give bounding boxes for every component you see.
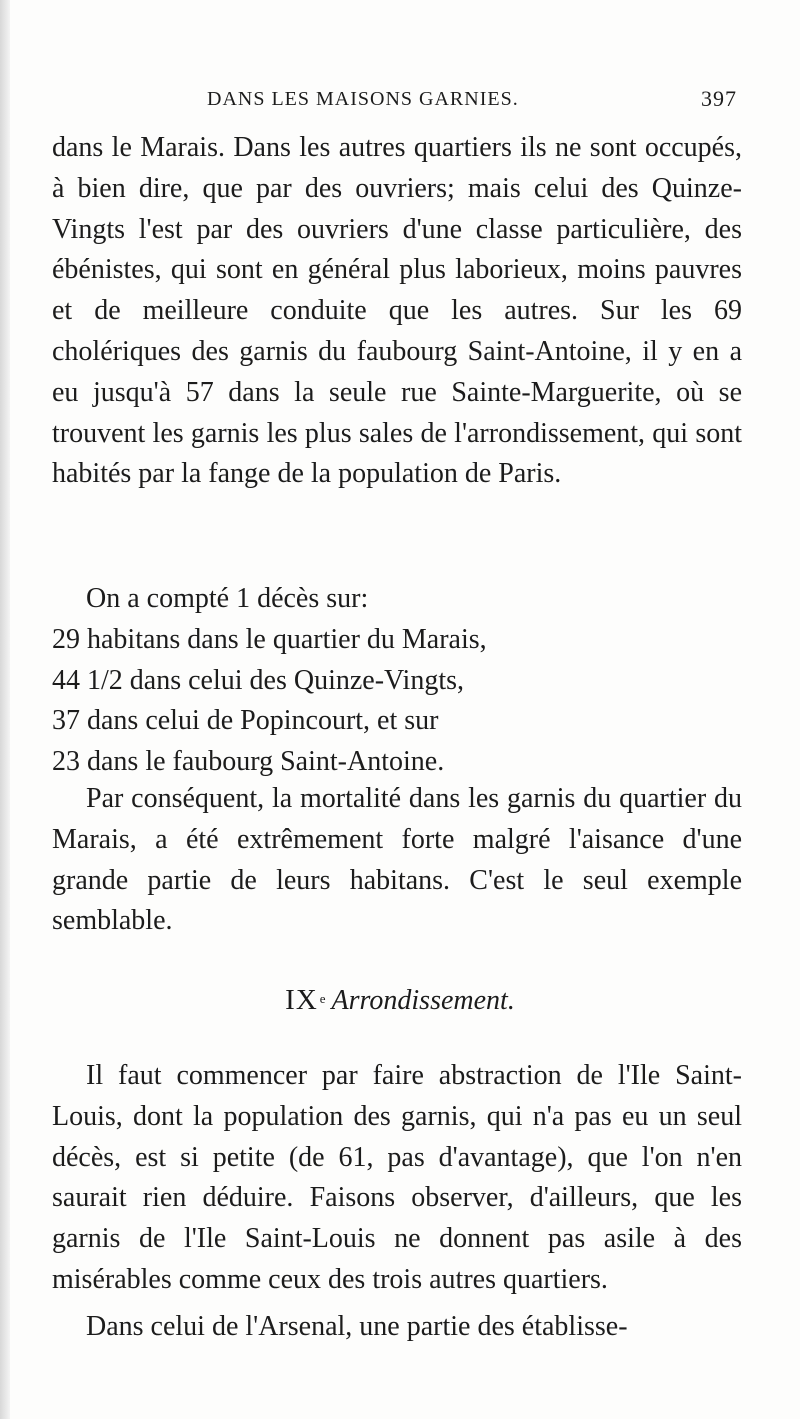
paragraph-ile-saint-louis: Il faut commencer par faire abstraction de l'Ile Saint-Louis, dont la population des garnis, qui n'a pas eu un seul décès, est si petite (de 61, pas d'avantage), que l'on n'en saurait rien déduire. Faisons observer, d'ailleurs, que les garnis de l'Ile Saint-Louis ne donnent pas asile à des misérables comme ceux des trois autres quartiers. xyxy=(52,1060,742,1295)
running-head-title: DANS LES MAISONS GARNIES. xyxy=(207,88,519,110)
section-name: Arrondissement. xyxy=(331,985,515,1016)
death-rate-intro: On a compté 1 décès sur: xyxy=(86,583,369,614)
death-rate-line-popincourt: 37 dans celui de Popincourt, et sur xyxy=(52,705,439,737)
running-head xyxy=(55,84,745,118)
page-edge xyxy=(0,0,10,1419)
text-block-1 xyxy=(52,128,742,495)
death-rate-line-saint-antoine: 23 dans le faubourg Saint-Antoine. xyxy=(52,746,445,778)
death-rate-line-marais: 29 habitans dans le quartier du Marais, xyxy=(52,623,487,655)
text-block-2 xyxy=(52,779,742,942)
section-heading xyxy=(0,984,800,1017)
paragraph-consequence: Par conséquent, la mortalité dans les garnis du quartier du Marais, a été extrêmement forte malgré l'aisance d'une grande partie de leurs habitans. C'est le seul exemple semblable. xyxy=(52,783,742,937)
death-rate-list xyxy=(52,579,742,783)
page-number: 397 xyxy=(701,86,737,111)
section-number: IX xyxy=(285,984,318,1016)
section-number-suffix: e xyxy=(319,991,326,1006)
paragraph-arsenal: Dans celui de l'Arsenal, une partie des établisse- xyxy=(86,1310,628,1342)
death-rate-line-quinze-vingts: 44 1/2 dans celui des Quinze-Vingts, xyxy=(52,664,465,696)
text-block-3 xyxy=(52,1056,742,1348)
paragraph-continued: dans le Marais. Dans les autres quartiers ils ne sont occupés, à bien dire, que par des ouvriers; mais celui des Quinze-Vingts l'est par des ouvriers d'une classe particulière, des ébénistes, qui sont en général plus laborieux, moins pauvres et de meilleure conduite que les autres. Sur les 69 cholériques des garnis du faubourg Saint-Antoine, il y en a eu jusqu'à 57 dans la seule rue Sainte-Marguerite, où se trouvent les garnis les plus sales de l'arrondissement, qui sont habités par la fange de la population de Paris. xyxy=(52,132,742,490)
